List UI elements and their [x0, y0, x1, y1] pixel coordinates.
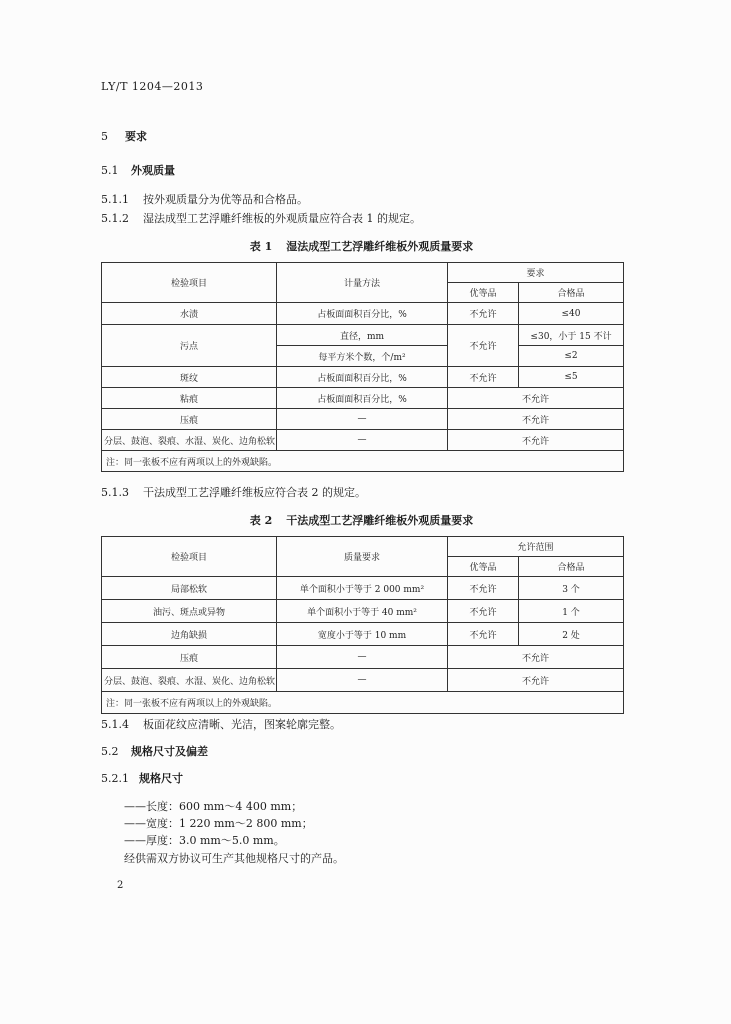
- cell-premium: 不允许: [448, 577, 519, 600]
- table-row: [102, 303, 624, 325]
- table-note: 注：同一张板不应有两项以上的外观缺陷。: [102, 451, 624, 472]
- paragraph-5-1-1: [101, 191, 308, 207]
- section-5-1-heading: [101, 162, 175, 178]
- dimension-thickness: ——厚度：3.0 mm～5.0 mm。: [124, 834, 285, 847]
- cell-item: 压痕: [102, 646, 277, 669]
- cell-item: 局部松软: [102, 577, 277, 600]
- cell-item: 斑纹: [102, 367, 277, 388]
- table-1-caption: [101, 238, 622, 254]
- cell-both-grades: 不允许: [448, 388, 624, 409]
- cell-item: 油污、斑点或异物: [102, 600, 277, 623]
- clause-text: 按外观质量分为优等品和合格品。: [143, 193, 308, 206]
- cell-qualified: ≤5: [519, 367, 624, 388]
- table-number: 表 2: [249, 514, 273, 527]
- cell-premium: 不允许: [448, 325, 519, 367]
- header-method: 计量方法: [277, 263, 448, 303]
- standard-code-header: LY/T 1204—2013: [101, 80, 204, 93]
- cell-item: 污点: [102, 325, 277, 367]
- cell-qualified: ≤30，小于 15 不计: [519, 325, 624, 346]
- cell-method: 占板面面积百分比，%: [277, 303, 448, 325]
- table-1: [101, 262, 624, 472]
- clause-number: 5.1.3: [101, 486, 129, 499]
- cell-qualified: 2 处: [519, 623, 624, 646]
- header-quality: 质量要求: [277, 537, 448, 577]
- paragraph-5-1-2: [101, 210, 421, 226]
- clause-text: 湿法成型工艺浮雕纤维板的外观质量应符合表 1 的规定。: [143, 212, 421, 225]
- table-row: [102, 430, 624, 451]
- header-qualified: 合格品: [519, 283, 624, 303]
- section-5-2-heading: [101, 743, 208, 759]
- cell-quality: 宽度小于等于 10 mm: [277, 623, 448, 646]
- dimension-width: ——宽度：1 220 mm～2 800 mm；: [124, 817, 313, 830]
- clause-text: 板面花纹应清晰、光洁，图案轮廓完整。: [143, 718, 341, 731]
- header-requirement: 要求: [448, 263, 624, 283]
- table-row: [102, 409, 624, 430]
- section-5-heading: [101, 128, 147, 144]
- paragraph-5-1-3: [101, 484, 366, 500]
- cell-method: 每平方米个数，个/m²: [277, 346, 448, 367]
- table-2-caption: [101, 512, 622, 528]
- cell-method: 直径，mm: [277, 325, 448, 346]
- header-item: 检验项目: [102, 263, 277, 303]
- header-premium: 优等品: [448, 557, 519, 577]
- cell-quality: 单个面积小于等于 2 000 mm²: [277, 577, 448, 600]
- cell-both-grades: 不允许: [448, 430, 624, 451]
- section-title: 外观质量: [131, 164, 175, 177]
- cell-both-grades: 不允许: [448, 646, 624, 669]
- cell-item: 粘痕: [102, 388, 277, 409]
- table-number: 表 1: [249, 240, 273, 253]
- paragraph-5-1-4: [101, 716, 341, 732]
- header-item: 检验项目: [102, 537, 277, 577]
- table-row: [102, 646, 624, 669]
- table-row: [102, 623, 624, 646]
- section-5-2-1-heading: [101, 770, 183, 786]
- table-note-row: [102, 692, 624, 714]
- cell-both-grades: 不允许: [448, 669, 624, 692]
- cell-premium: 不允许: [448, 600, 519, 623]
- table-2: [101, 536, 624, 714]
- section-number: 5.1: [101, 164, 119, 177]
- table-row: [102, 577, 624, 600]
- table-row: [102, 669, 624, 692]
- cell-quality: 单个面积小于等于 40 mm²: [277, 600, 448, 623]
- section-number: 5: [101, 130, 108, 143]
- cell-item: 分层、鼓泡、裂痕、水湿、炭化、边角松软: [102, 430, 277, 451]
- cell-method: 占板面面积百分比，%: [277, 367, 448, 388]
- clause-text: 干法成型工艺浮雕纤维板应符合表 2 的规定。: [143, 486, 366, 499]
- cell-premium: 不允许: [448, 303, 519, 325]
- clause-number: 5.1.2: [101, 212, 129, 225]
- section-number: 5.2: [101, 745, 119, 758]
- cell-method: 占板面面积百分比，%: [277, 388, 448, 409]
- table-title: 干法成型工艺浮雕纤维板外观质量要求: [286, 514, 474, 527]
- page-number: 2: [117, 880, 124, 891]
- header-premium: 优等品: [448, 283, 519, 303]
- cell-premium: 不允许: [448, 623, 519, 646]
- table-row: [102, 600, 624, 623]
- cell-item: 水渍: [102, 303, 277, 325]
- cell-item: 压痕: [102, 409, 277, 430]
- cell-both-grades: 不允许: [448, 409, 624, 430]
- cell-item: 分层、鼓泡、裂痕、水湿、炭化、边角松软: [102, 669, 277, 692]
- dimension-note: 经供需双方协议可生产其他规格尺寸的产品。: [124, 852, 344, 865]
- section-title: 规格尺寸及偏差: [131, 745, 208, 758]
- cell-premium: 不允许: [448, 367, 519, 388]
- table-row: [102, 325, 624, 346]
- header-qualified: 合格品: [519, 557, 624, 577]
- header-allowed-range: 允许范围: [448, 537, 624, 557]
- cell-qualified: 1 个: [519, 600, 624, 623]
- table-row: [102, 388, 624, 409]
- cell-qualified: 3 个: [519, 577, 624, 600]
- clause-number: 5.1.4: [101, 718, 129, 731]
- table-note: 注：同一张板不应有两项以上的外观缺陷。: [102, 692, 624, 714]
- section-title: 要求: [125, 130, 147, 143]
- cell-method: —: [277, 409, 448, 430]
- dimension-length: ——长度：600 mm～4 400 mm；: [124, 800, 303, 813]
- cell-method: —: [277, 430, 448, 451]
- table-title: 湿法成型工艺浮雕纤维板外观质量要求: [286, 240, 474, 253]
- section-number: 5.2.1: [101, 772, 129, 785]
- cell-qualified: ≤2: [519, 346, 624, 367]
- cell-item: 边角缺损: [102, 623, 277, 646]
- table-row: [102, 367, 624, 388]
- section-title: 规格尺寸: [139, 772, 183, 785]
- cell-quality: —: [277, 669, 448, 692]
- cell-quality: —: [277, 646, 448, 669]
- table-note-row: [102, 451, 624, 472]
- cell-qualified: ≤40: [519, 303, 624, 325]
- clause-number: 5.1.1: [101, 193, 129, 206]
